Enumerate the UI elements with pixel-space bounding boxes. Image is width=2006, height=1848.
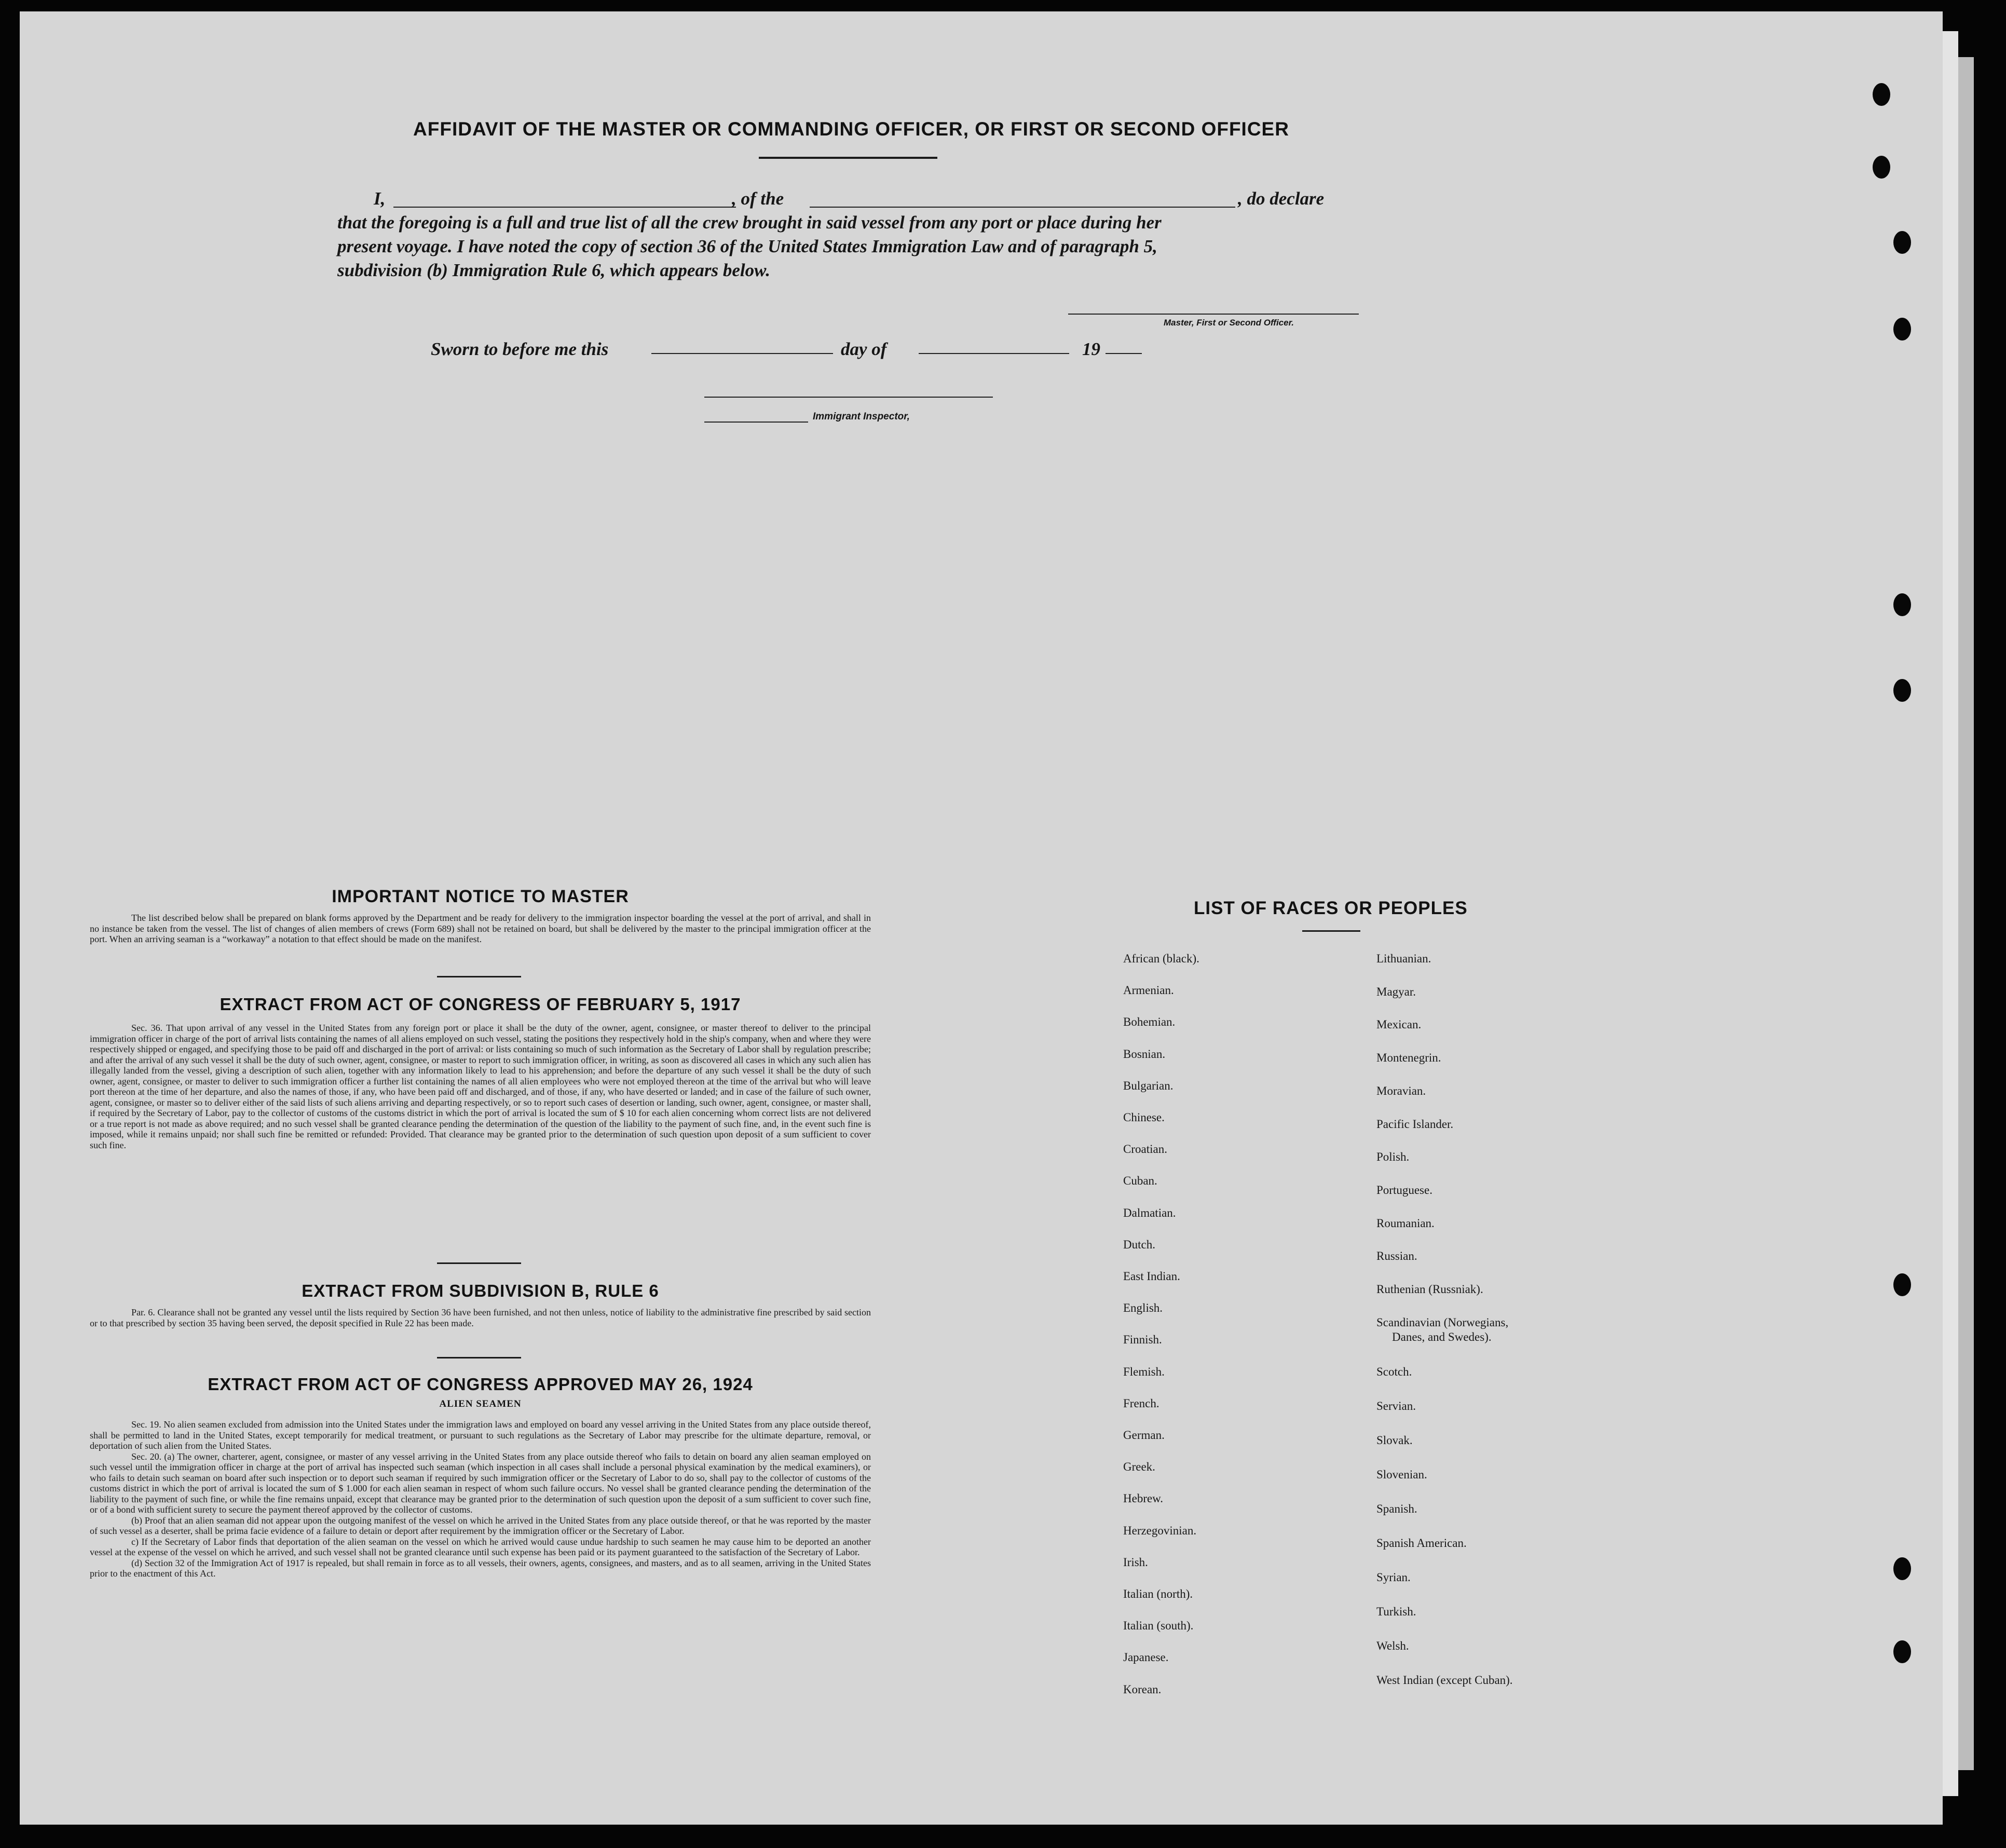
- race-item: Irish.: [1123, 1556, 1148, 1569]
- race-item: German.: [1123, 1429, 1165, 1442]
- extract-1924-sec20d: (d) Section 32 of the Immigration Act of 1917 is repealed, but shall remain in force as to all vessels, their owners, agents, consignees, and masters, and as to all seamen, arriving in the United States prior to the enactment of this Act.: [90, 1557, 871, 1579]
- race-item: West Indian (except Cuban).: [1376, 1674, 1513, 1687]
- extract-1924-sec20b: (b) Proof that an alien seaman did not appear upon the outgoing manifest of the vessel on which he arrived in the United States from any place outside thereof, or that he was reported by the master of such vessel as a deserter, shall be prima facie evidence of a failure to detain or deport after requirement by the immigration officer or the Secretary of Labor.: [90, 1515, 871, 1536]
- sworn-line: [431, 337, 1157, 361]
- vessel-blank[interactable]: [810, 207, 1235, 208]
- extract-1924-block: [90, 1419, 871, 1579]
- signature-label: Master, First or Second Officer.: [1164, 318, 1294, 328]
- sworn-month-blank[interactable]: [919, 353, 1069, 354]
- notice-divider: [437, 976, 521, 977]
- race-item: Finnish.: [1123, 1333, 1162, 1346]
- binder-hole: [1893, 318, 1911, 341]
- page-edge-shadow: [1958, 57, 1974, 1770]
- race-item: Turkish.: [1376, 1605, 1416, 1618]
- race-item: Cuban.: [1123, 1174, 1157, 1187]
- extract-1924-title: EXTRACT FROM ACT OF CONGRESS APPROVED MAY 26, 1924: [208, 1375, 753, 1394]
- binder-hole: [1893, 1273, 1911, 1296]
- race-item: Bosnian.: [1123, 1048, 1166, 1061]
- race-item: Chinese.: [1123, 1111, 1165, 1124]
- extract-1917-divider: [437, 1262, 521, 1264]
- race-item: Russian.: [1376, 1249, 1417, 1262]
- extract-1924-subtitle: ALIEN SEAMEN: [439, 1398, 522, 1409]
- race-item: Spanish.: [1376, 1502, 1417, 1515]
- notice-title: IMPORTANT NOTICE TO MASTER: [332, 887, 629, 906]
- inspector-name-line[interactable]: [704, 422, 808, 423]
- race-item: African (black).: [1123, 952, 1199, 965]
- race-item: Moravian.: [1376, 1084, 1426, 1097]
- race-item: Slovenian.: [1376, 1468, 1427, 1481]
- race-item: Slovak.: [1376, 1434, 1413, 1447]
- race-item: Roumanian.: [1376, 1217, 1435, 1230]
- rule6-text: Par. 6. Clearance shall not be granted any vessel until the lists required by Section 36 have been furnished, and not then unless, notice of liability to the administrative fine prescribed by said section or to that prescribed by section 35 having been served, the deposit specified in Rule 22 has been made.: [90, 1307, 871, 1328]
- binder-hole: [1893, 679, 1911, 702]
- race-item: Hebrew.: [1123, 1492, 1164, 1505]
- race-item: Korean.: [1123, 1683, 1162, 1696]
- sworn-prefix: Sworn to before me this: [431, 339, 609, 359]
- race-item: Scandinavian (Norwegians,: [1376, 1316, 1509, 1329]
- rule6-title: EXTRACT FROM SUBDIVISION B, RULE 6: [302, 1281, 659, 1300]
- extract-1917-title: EXTRACT FROM ACT OF CONGRESS OF FEBRUARY 5, 1917: [220, 995, 741, 1014]
- extract-1917-block: [90, 1023, 871, 1150]
- binder-hole: [1873, 156, 1890, 179]
- race-item: Bohemian.: [1123, 1015, 1176, 1028]
- race-item: Herzegovinian.: [1123, 1524, 1197, 1537]
- races-title: LIST OF RACES OR PEOPLES: [1194, 898, 1468, 918]
- race-item: French.: [1123, 1397, 1159, 1410]
- inspector-label: Immigrant Inspector,: [813, 411, 910, 422]
- race-item: Japanese.: [1123, 1651, 1169, 1664]
- binder-hole: [1893, 1557, 1911, 1580]
- binder-hole: [1893, 593, 1911, 616]
- race-item: Dalmatian.: [1123, 1206, 1176, 1219]
- race-item: Lithuanian.: [1376, 952, 1431, 965]
- title-underline: [759, 157, 937, 159]
- sworn-day-blank[interactable]: [651, 353, 833, 354]
- race-item: Scotch.: [1376, 1365, 1412, 1378]
- binder-hole: [1893, 231, 1911, 254]
- race-item: Greek.: [1123, 1460, 1155, 1473]
- race-item: Italian (north).: [1123, 1587, 1193, 1600]
- race-item: Syrian.: [1376, 1571, 1411, 1584]
- race-item: Ruthenian (Russniak).: [1376, 1283, 1483, 1296]
- inspector-signature-line[interactable]: [704, 397, 993, 398]
- race-item: Portuguese.: [1376, 1184, 1432, 1197]
- declaration-line-2: that the foregoing is a full and true list of all the crew brought in said vessel from any port or place during her: [337, 212, 1162, 233]
- race-item: Flemish.: [1123, 1365, 1165, 1378]
- race-item: East Indian.: [1123, 1270, 1180, 1283]
- page-edge: [1943, 31, 1958, 1796]
- race-item: Italian (south).: [1123, 1619, 1194, 1632]
- race-item: Bulgarian.: [1123, 1079, 1173, 1092]
- rule6-divider: [437, 1357, 521, 1358]
- binder-hole: [1873, 83, 1890, 106]
- race-item: Welsh.: [1376, 1639, 1409, 1652]
- race-item: Croatian.: [1123, 1143, 1167, 1156]
- rule6-block: [90, 1307, 871, 1328]
- race-item: Mexican.: [1376, 1018, 1422, 1031]
- sworn-year-blank[interactable]: [1106, 353, 1142, 354]
- declaration-line-1: [374, 187, 1360, 211]
- sworn-year: 19: [1082, 339, 1100, 359]
- notice-text-block: [90, 913, 871, 945]
- name-blank[interactable]: [393, 207, 736, 208]
- race-item: Polish.: [1376, 1150, 1410, 1163]
- affidavit-title: AFFIDAVIT OF THE MASTER OR COMMANDING OFFICER, OR FIRST OR SECOND OFFICER: [413, 118, 1289, 140]
- race-item: Servian.: [1376, 1399, 1416, 1412]
- extract-1917-text: Sec. 36. That upon arrival of any vessel in the United States from any foreign port or place it shall be the duty of the owner, agent, consignee, or master thereof to deliver to the principal immigration officer in charge of the port of arrival lists containing the names of all aliens employed on such vessel, stating the positions they respectively hold in the ship's company, when and where they were respectively shipped or engaged, and specifying those to be paid off and discharged in the port of arrival: or lists containing so much of such information as the Secretary of Labor shall by regulation prescribe; and after the arrival of any such vessel it shall be the duty of such owner, agent, consignee, or master to report to such immigration officer, in writing, as soon as discovered all cases in which any such alien has illegally landed from the vessel, giving a description of such alien, together with any information likely to lead to his apprehension; and before the departure of any such vessel it shall be the duty of such owner, agent, consignee, or master to deliver to such immigration officer a further list containing the names of all alien employees who were not employed thereon at the time of the arrival but who will leave port thereon at the time of her departure, and also the names of those, if any, who have been paid off and discharged, and of those, if any, who have deserted or landed; and in case of the failure of such owner, agent, consignee, or master so to deliver either of the said lists of such aliens arriving and departing respectively, or so to report such cases of desertion or landing, such owner, agent, consignee, or master shall, if required by the Secretary of Labor, pay to the collector of customs of the customs district in which the port of arrival is located the sum of $ 10 for each alien concerning whom correct lists are not delivered or a true report is not made as above required; and no such vessel shall be granted clearance pending the determination of the question of the liability to the payment of such fine, and, in the event such fine is imposed, while it remains unpaid; nor shall such fine be remitted or refunded: Provided. That clearance may be granted prior to the determination of such question upon deposit of a sum sufficient to cover such fine.: [90, 1023, 871, 1150]
- race-item: Danes, and Swedes).: [1392, 1330, 1492, 1343]
- notice-text: The list described below shall be prepared on blank forms approved by the Department and be ready for delivery to the immigration inspector boarding the vessel at the port of arrival, and shall in no instance be taken from the vessel. The list of changes of alien members of crews (Form 689) shall not be retained on board, but shall be delivered by the master to the principal immigration officer at the port. When an arriving seaman is a “workaway” a notation to that effect should be made on the manifest.: [90, 913, 871, 944]
- races-underline: [1302, 930, 1360, 932]
- race-item: Dutch.: [1123, 1238, 1155, 1251]
- declaration-line-3: present voyage. I have noted the copy of section 36 of the United States Immigration Law and of paragraph 5,: [337, 236, 1157, 256]
- declaration-line-4: subdivision (b) Immigration Rule 6, which appears below.: [337, 260, 770, 280]
- signature-line[interactable]: [1068, 314, 1359, 315]
- race-item: English.: [1123, 1301, 1163, 1314]
- declaration-i: I,: [374, 188, 386, 209]
- race-item: Montenegrin.: [1376, 1051, 1441, 1064]
- extract-1924-sec19: Sec. 19. No alien seamen excluded from admission into the United States under the immigration laws and employed on board any vessel arriving in the United States from any place outside thereof, shall be permitted to land in the United States, except temporarily for medical treatment, or pursuant to such regulations as the Secretary of Labor may prescribe for the ultimate departure, removal, or deportation of such alien from the United States.: [90, 1419, 871, 1451]
- binder-hole: [1893, 1640, 1911, 1663]
- race-item: Magyar.: [1376, 985, 1416, 998]
- race-item: Armenian.: [1123, 984, 1174, 997]
- extract-1924-sec20a: Sec. 20. (a) The owner, charterer, agent, consignee, or master of any vessel arriving in the United States from any place outside thereof who fails to detain on board any alien seaman employed on such vessel until the immigration officer in charge at the port of arrival has inspected such seaman (which inspection in all cases shall include a personal physical examination by the medical examiners), or who fails to detain such seaman on board after such inspection or to deport such seaman if required by such immigration officer or the Secretary of Labor to do so, shall pay to the collector of customs of the customs district in which the port of arrival is located the sum of $ 1.000 for each alien seaman in respect of whom such failure occurs. No vessel shall be granted clearance pending the determination of the liability to the payment of such fine, or while the fine remains unpaid, except that clearance may be granted prior to the determination of such question upon the deposit of a sum sufficient to cover such fine, or of a bond with sufficient surety to secure the payment thereof approved by the collector of customs.: [90, 1451, 871, 1515]
- declaration-of-the: , of the: [732, 188, 784, 209]
- race-item: Spanish American.: [1376, 1537, 1467, 1550]
- extract-1924-sec20c: c) If the Secretary of Labor finds that deportation of the alien seaman on the vessel on which he arrived would cause undue hardship to such seamen he may cause him to be deported an another vessel at the expense of the vessel on which he arrived, and such vessel shall not be granted clearance until such expense has been paid or its payment guaranteed to the satisfaction of the Secretary of Labor.: [90, 1536, 871, 1557]
- declaration-do-declare: , do declare: [1238, 188, 1325, 209]
- race-item: Pacific Islander.: [1376, 1118, 1454, 1131]
- sworn-day-of: day of: [841, 339, 887, 359]
